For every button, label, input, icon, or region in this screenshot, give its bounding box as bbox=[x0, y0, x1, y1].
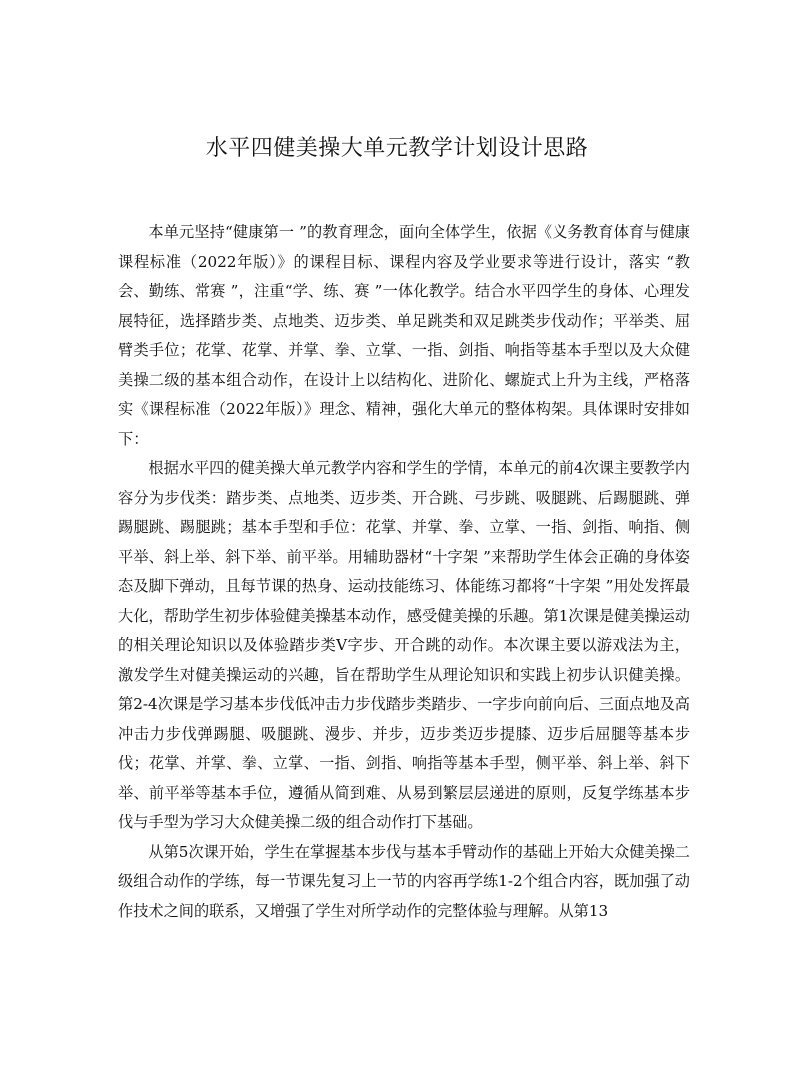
body-paragraph-1: 本单元坚持“健康第一 ”的教育理念，面向全体学生，依据《义务教育体育与健康课程标准（2022年版）》的课程目标、课程内容及学业要求等进行设计，落实 “教会、勤练、常赛 ”，注重“学、练、赛 ”一体化教学。结合水平四学生的身体、心理发展特征，选择踏步类、点地类、迈步类、单足跳类和双足跳类步伐动作；平举类、屈臂类手位；花掌、花掌、并掌、拳、立掌、一指、剑指、响指等基本手型以及大众健美操二级的基本组合动作，在设计上以结构化、进阶化、螺旋式上升为主线，严格落实《课程标准（2022年版）》理念、精神，强化大单元的整体构架。具体课时安排如下： bbox=[118, 223, 690, 448]
document-body bbox=[118, 218, 690, 926]
body-paragraph-3: 从第5次课开始，学生在掌握基本步伐与基本手臂动作的基础上开始大众健美操二级组合动作的学练，每一节课先复习上一节的内容再学练1-2个组合内容，既加强了动作技术之间的联系，又增强了学生对所学动作的完整体验与理解。从第13 bbox=[118, 842, 690, 920]
document-title: 水平四健美操大单元教学计划设计思路 bbox=[205, 136, 589, 161]
body-paragraph-2: 根据水平四的健美操大单元教学内容和学生的学情，本单元的前4次课主要教学内容分为步伐类：踏步类、点地类、迈步类、开合跳、弓步跳、吸腿跳、后踢腿跳、弹踢腿跳、踢腿跳；基本手型和手位：花掌、并掌、拳、立掌、一指、剑指、响指、侧平举、斜上举、斜下举、前平举。用辅助器材“十字架 ”来帮助学生体会正确的身体姿态及脚下弹动，且每节课的热身、运动技能练习、体能练习都将“十字架 ”用处发挥最大化，帮助学生初步体验健美操基本动作，感受健美操的乐趣。第1次课是健美操运动的相关理论知识以及体验踏步类V字步、开合跳的动作。本次课主要以游戏法为主，激发学生对健美操运动的兴趣，旨在帮助学生从理论知识和实践上初步认识健美操。第2-4次课是学习基本步伐低冲击力步伐踏步类踏步、一字步向前向后、三面点地及高冲击力步伐弹踢腿、吸腿跳、漫步、并步，迈步类迈步提膝、迈步后屈腿等基本步伐；花掌、并掌、拳、立掌、一指、剑指、响指等基本手型，侧平举、斜上举、斜下举、前平举等基本手位，遵循从简到难、从易到繁层层递进的原则，反复学练基本步伐与手型为学习大众健美操二级的组合动作打下基础。 bbox=[118, 459, 690, 831]
